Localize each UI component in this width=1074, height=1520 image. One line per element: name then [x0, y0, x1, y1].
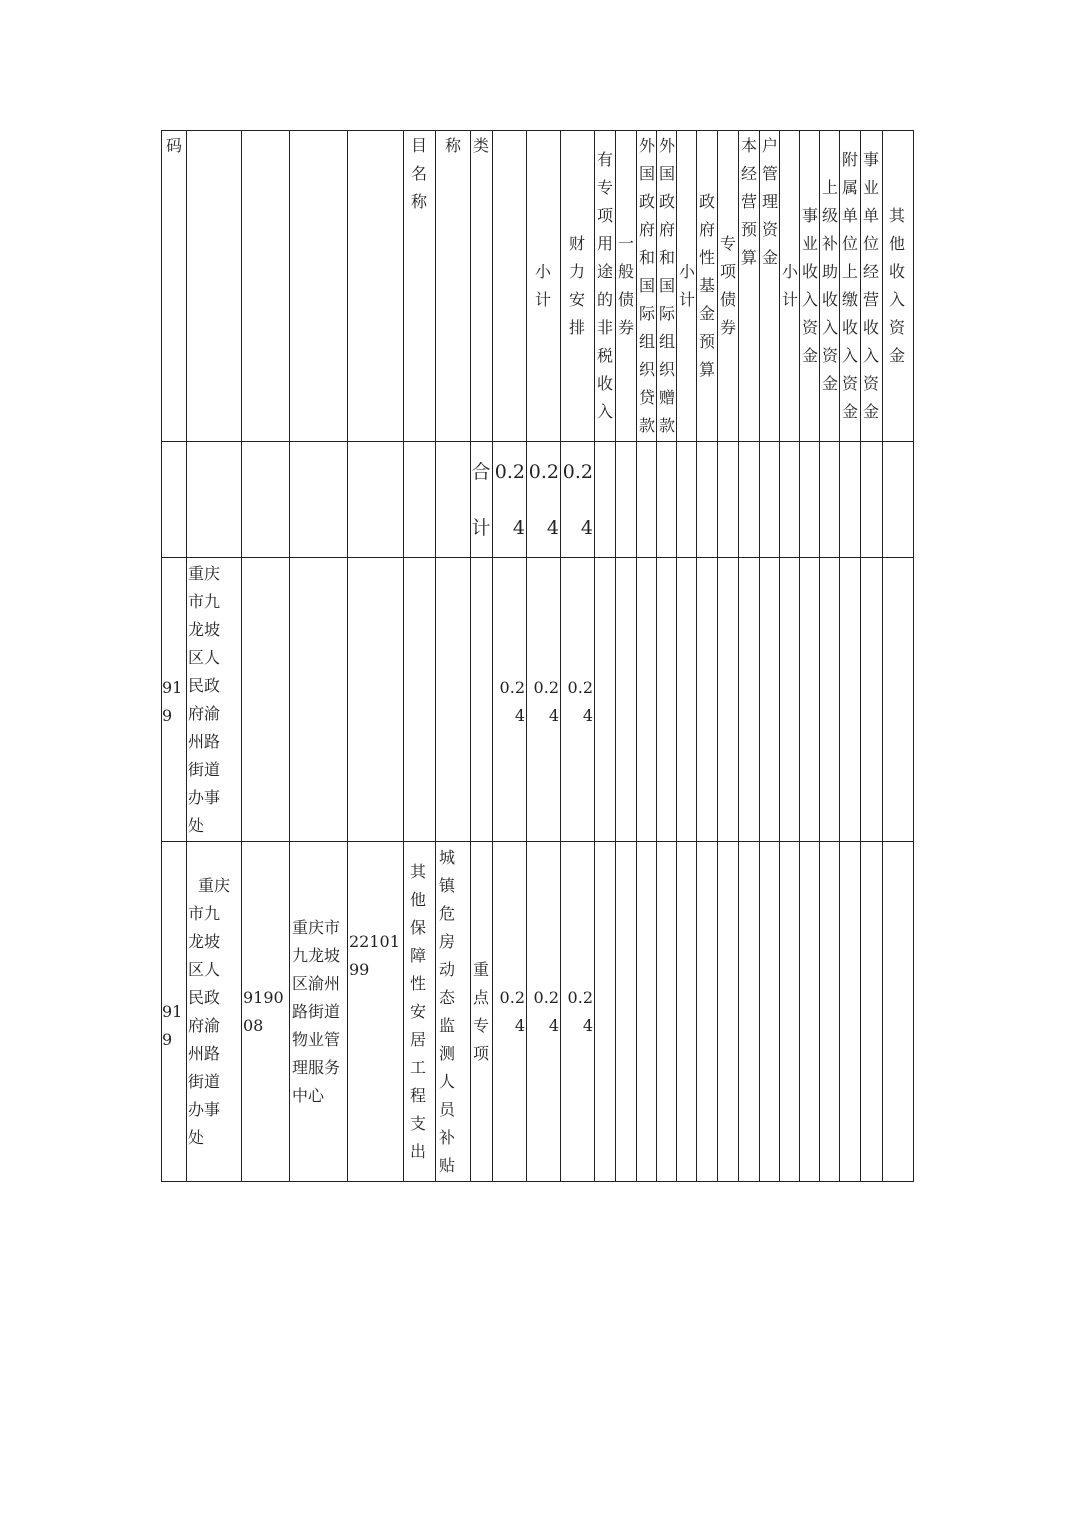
header-category: 类 [472, 136, 489, 155]
header-state-capital-budget: 本经营预算 [740, 136, 757, 267]
item-project-name: 城镇危房动态监测人员补贴 [438, 848, 455, 1175]
col-rule [738, 130, 739, 1182]
header-business-income: 事业收入资金 [801, 206, 818, 365]
col-rule [289, 130, 290, 1182]
rule-total-bottom [161, 557, 914, 558]
header-code: 码 [166, 136, 183, 155]
header-foreign-loan: 外国政府和国际组织贷款 [638, 136, 655, 435]
header-fiscal-arrangement: 财力安排 [568, 234, 585, 337]
col-rule [526, 130, 527, 1182]
col-rule [435, 130, 436, 1182]
item-subtotal: 0.24 [499, 988, 525, 1035]
total-fiscal: 0.24 [562, 461, 593, 539]
col-rule [913, 130, 914, 1182]
rule-bottom [161, 1181, 914, 1182]
header-subtotal-2: 小计 [678, 262, 695, 309]
total-label: 合计 [471, 461, 491, 539]
total-subtotal-b: 0.24 [528, 461, 559, 539]
header-subtotal-1: 小计 [534, 262, 551, 309]
item-project-type: 重点专项 [472, 960, 489, 1063]
rule-header-bottom [161, 441, 914, 442]
rule-dept-bottom [161, 841, 914, 842]
header-foreign-grant: 外国政府和国际组织赠款 [658, 136, 675, 435]
header-business-operating: 事业单位经营收入资金 [862, 150, 879, 421]
col-rule [186, 130, 187, 1182]
dept-name: 重庆市九龙坡区人民政府渝州路街道办事处 [188, 564, 221, 835]
col-rule [882, 130, 883, 1182]
header-subtotal-3: 小计 [781, 262, 798, 309]
col-rule [347, 130, 348, 1182]
dept-fiscal: 0.24 [567, 678, 593, 725]
col-rule [560, 130, 561, 1182]
header-name: 称 [444, 136, 461, 155]
item-func-code: 2210199 [349, 932, 400, 979]
item-fiscal: 0.24 [567, 988, 593, 1035]
total-subtotal: 0.24 [494, 461, 525, 539]
item-code: 919 [162, 1002, 183, 1049]
header-general-bond: 一般债券 [617, 234, 634, 337]
dept-subtotal-b: 0.24 [533, 678, 559, 725]
item-func-name: 其他保障性安居工程支出 [409, 862, 426, 1161]
header-item-name: 目名称 [410, 136, 427, 211]
header-other-income: 其他收入资金 [888, 206, 905, 365]
rule-top [161, 130, 914, 131]
col-rule [759, 130, 760, 1182]
header-affiliate-paid: 附属单位上缴收入资金 [841, 150, 858, 421]
item-subtotal-b: 0.24 [533, 988, 559, 1035]
dept-code: 919 [162, 678, 183, 725]
col-rule [241, 130, 242, 1182]
item-dept-name: 重庆市九龙坡区人民政府渝州路街道办事处 [188, 876, 231, 1147]
col-rule [403, 130, 404, 1182]
dept-subtotal: 0.24 [499, 678, 525, 725]
header-superior-subsidy: 上级补助收入资金 [821, 178, 838, 393]
item-unit-name: 重庆市九龙坡区渝州路街道物业管理服务中心 [292, 918, 341, 1105]
header-gov-fund-budget: 政府性基金预算 [698, 192, 715, 379]
header-account-mgmt-fund: 户管理资金 [761, 136, 778, 267]
header-special-nontax: 有专项用途的非税收入 [596, 150, 613, 421]
col-rule [492, 130, 493, 1182]
header-special-bond: 专项债券 [719, 234, 736, 337]
item-unit-code: 919008 [243, 988, 284, 1035]
